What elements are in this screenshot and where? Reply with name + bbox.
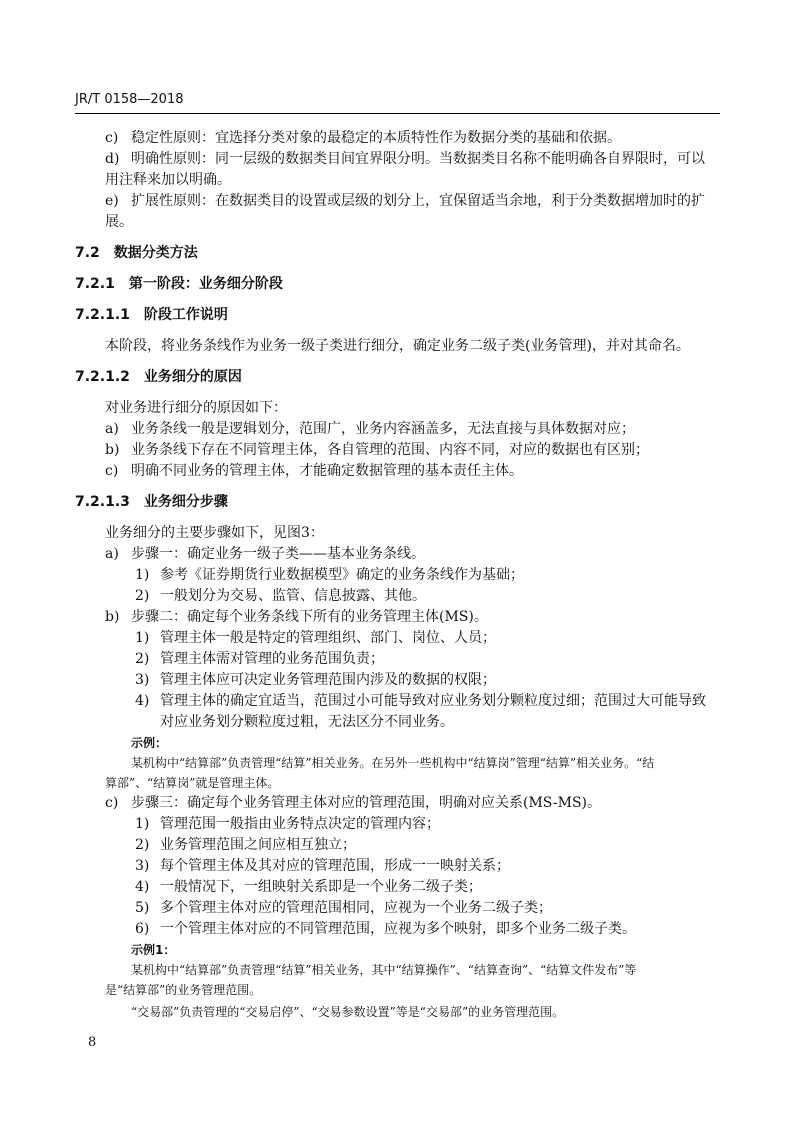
- example-text-line: 某机构中“结算部”负责管理“结算”相关业务，其中“结算操作”、“结算查询”、“结算文件发布”等: [131, 963, 637, 977]
- section-title: 业务细分步骤: [143, 494, 228, 510]
- sub-list-item: [75, 649, 720, 670]
- sub-list-item: [75, 691, 720, 733]
- section-number: 7.2.1.2: [75, 369, 130, 385]
- sub-list-text: 一般情况下，一组映射关系即是一个业务二级子类；: [160, 879, 482, 895]
- sub-list-item-line: 对应业务划分颗粒度过粗，无法区分不同业务。: [160, 714, 454, 730]
- sub-list-item: [75, 898, 720, 919]
- sub-list-label: 3): [135, 672, 150, 688]
- list-text: 步骤二：确定每个业务条线下所有的业务管理主体(MS)。: [131, 609, 488, 625]
- list-item-line: [75, 149, 720, 170]
- list-text: 业务条线一般是逻辑划分，范围广，业务内容涵盖多，无法直接与具体数据对应；: [131, 421, 635, 437]
- sub-list-text: 参考《证券期货行业数据模型》确定的业务条线作为基础；: [160, 567, 524, 583]
- sub-list-item: [75, 814, 720, 835]
- list-label: c): [105, 463, 119, 479]
- sub-list-item: [75, 628, 720, 649]
- list-text: 稳定性原则：宜选择分类对象的最稳定的本质特性作为数据分类的基础和依据。: [131, 130, 621, 146]
- list-item: [75, 440, 720, 461]
- section-number: 7.2: [75, 245, 100, 261]
- sub-list-label: 2): [135, 651, 150, 667]
- list-item: [75, 419, 720, 440]
- section-number: 7.2.1.3: [75, 494, 130, 510]
- list-item: [75, 607, 720, 628]
- section-heading: [75, 274, 720, 295]
- list-label: c): [105, 795, 119, 811]
- paragraph: 业务细分的主要步骤如下，见图3：: [105, 525, 324, 541]
- sub-list-label: 5): [135, 900, 150, 916]
- sub-list-label: 1): [135, 816, 150, 832]
- sub-list-item: [75, 877, 720, 898]
- sub-list-item: [75, 565, 720, 586]
- sub-list-item: [75, 919, 720, 940]
- section-title: 业务细分的原因: [143, 369, 242, 385]
- principle-item: [75, 191, 720, 233]
- sub-list-item: [75, 670, 720, 691]
- sub-list-text: 一般划分为交易、监管、信息披露、其他。: [160, 588, 426, 604]
- list-text: 步骤一：确定业务一级子类——基本业务条线。: [131, 546, 425, 562]
- list-text: 业务条线下存在不同管理主体，各自管理的范围、内容不同，对应的数据也有区别；: [131, 442, 649, 458]
- list-label: a): [105, 421, 119, 437]
- sub-list-item-line: [75, 691, 720, 712]
- section-heading: [75, 305, 720, 326]
- example-label: 示例：: [131, 736, 168, 750]
- section-heading: [75, 243, 720, 264]
- sub-list-text: 每个管理主体及其对应的管理范围，形成一一映射关系；: [160, 858, 510, 874]
- section-number: 7.2.1.1: [75, 307, 130, 323]
- list-label: e): [105, 193, 119, 209]
- example-text-line: 算部”、“结算岗”就是管理主体。: [105, 776, 280, 790]
- example-block: [75, 940, 720, 1022]
- sub-list-label: 1): [135, 630, 150, 646]
- sub-list-text: 管理主体需对管理的业务范围负责；: [160, 651, 384, 667]
- principles-list: [75, 128, 720, 233]
- principle-item: [75, 149, 720, 191]
- sub-list-text: 管理主体的确定宜适当，范围过小可能导致对应业务划分颗粒度过细；范围过大可能导致: [160, 693, 706, 709]
- list-label: b): [105, 609, 120, 625]
- section-title: 数据分类方法: [113, 245, 198, 261]
- sub-list-label: 1): [135, 567, 150, 583]
- sub-list-text: 管理范围一般指由业务特点决定的管理内容；: [160, 816, 440, 832]
- sub-list-label: 2): [135, 588, 150, 604]
- list-label: c): [105, 130, 119, 146]
- section-title: 第一阶段：业务细分阶段: [128, 276, 283, 292]
- steps-list: [75, 544, 720, 1022]
- sub-list-text: 一个管理主体对应的不同管理范围，应视为多个映射，即多个业务二级子类。: [160, 921, 636, 937]
- document-body: [75, 128, 720, 1022]
- sub-list-text: 管理主体一般是特定的管理组织、部门、岗位、人员；: [160, 630, 496, 646]
- example-block: [75, 733, 720, 793]
- sub-list-label: 3): [135, 858, 150, 874]
- list-label: b): [105, 442, 120, 458]
- list-item: [75, 793, 720, 814]
- section-heading: [75, 367, 720, 388]
- example-text-line: 某机构中“结算部”负责管理“结算”相关业务。在另外一些机构中“结算岗”管理“结算”相关业务。“结: [131, 756, 655, 770]
- sub-list-text: 管理主体应可决定业务管理范围内涉及的数据的权限；: [160, 672, 496, 688]
- list-text: 扩展性原则：在数据类目的设置或层级的划分上，宜保留适当余地，利于分类数据增加时的扩: [131, 193, 705, 209]
- step-item: [75, 544, 720, 607]
- sub-list-text: 多个管理主体对应的管理范围相同，应视为一个业务二级子类；: [160, 900, 552, 916]
- list-item-line: [75, 191, 720, 212]
- list-item-line: 展。: [105, 214, 133, 230]
- step-item: [75, 793, 720, 1022]
- list-label: d): [105, 151, 120, 167]
- reasons-list: [75, 419, 720, 482]
- sub-list-item: [75, 835, 720, 856]
- list-item: [75, 544, 720, 565]
- example-text-line: 是“结算部”的业务管理范围。: [105, 983, 262, 997]
- example-label: 示例1：: [131, 943, 176, 957]
- sub-list-text: 业务管理范围之间应相互独立；: [160, 837, 356, 853]
- list-text: 明确性原则：同一层级的数据类目间宜界限分明。当数据类目名称不能明确各自界限时，可以: [131, 151, 705, 167]
- example-text-line: “交易部”负责管理的“交易启停”、“交易参数设置”等是“交易部”的业务管理范围。: [131, 1005, 565, 1019]
- sub-list-item: [75, 856, 720, 877]
- list-label: a): [105, 546, 119, 562]
- page-number: 8: [88, 1035, 97, 1050]
- sub-list-label: 4): [135, 693, 150, 709]
- paragraph: 对业务进行细分的原因如下：: [105, 400, 287, 416]
- document-code: JR/T 0158—2018: [75, 92, 184, 107]
- list-text: 步骤三：确定每个业务管理主体对应的管理范围，明确对应关系(MS-MS)。: [131, 795, 602, 811]
- list-item-line: 用注释来加以明确。: [105, 172, 231, 188]
- step-item: [75, 607, 720, 793]
- sub-list-label: 2): [135, 837, 150, 853]
- principle-item: [75, 128, 720, 149]
- section-heading: [75, 492, 720, 513]
- list-text: 明确不同业务的管理主体，才能确定数据管理的基本责任主体。: [131, 463, 523, 479]
- paragraph: 本阶段，将业务条线作为业务一级子类进行细分，确定业务二级子类(业务管理)，并对其命名。: [105, 338, 690, 354]
- section-title: 阶段工作说明: [143, 307, 228, 323]
- header-rule: [75, 113, 720, 114]
- section-number: 7.2.1: [75, 276, 115, 292]
- sub-list-label: 6): [135, 921, 150, 937]
- sub-list-label: 4): [135, 879, 150, 895]
- list-item: [75, 461, 720, 482]
- sub-list-item: [75, 586, 720, 607]
